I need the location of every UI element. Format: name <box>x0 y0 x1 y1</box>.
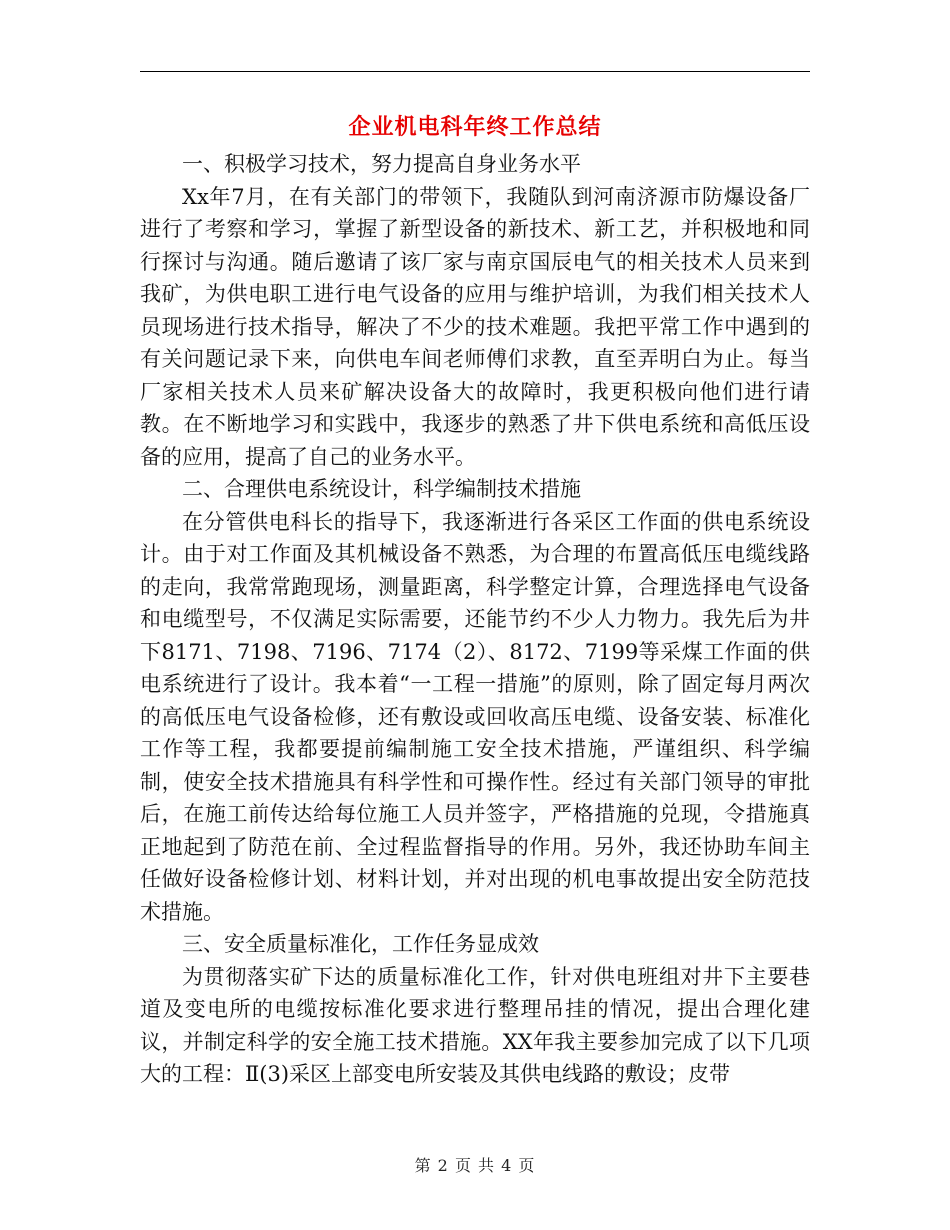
page-suffix: 页 <box>518 1156 536 1175</box>
section-paragraph-1: Xx年7月，在有关部门的带领下，我随队到河南济源市防爆设备厂进行了考察和学习，掌握了新型设备的新技术、新工艺，并积极地和同行探讨与沟通。随后邀请了该厂家与南京国辰电气的相关技术人员来到我矿，为供电职工进行电气设备的应用与维护培训，为我们相关技术人员现场进行技术指导，解决了不少的技术难题。我把平常工作中遇到的有关问题记录下来，向供电车间老师傅们求教，直至弄明白为止。每当厂家相关技术人员来矿解决设备大的故障时，我更积极向他们进行请教。在不断地学习和实践中，我逐步的熟悉了井下供电系统和高低压设备的应用，提高了自己的业务水平。 <box>140 184 810 469</box>
page-prefix: 第 <box>414 1156 432 1175</box>
page-footer <box>0 1153 950 1176</box>
page-number: 2 <box>437 1156 449 1175</box>
document-body <box>140 148 810 1091</box>
section-heading-1: 一、积极学习技术，努力提高自身业务水平 <box>182 152 581 176</box>
section-heading-3: 三、安全质量标准化，工作任务显成效 <box>182 932 539 956</box>
page-middle: 页 共 <box>454 1156 496 1175</box>
page-total: 4 <box>501 1156 513 1175</box>
section-paragraph-3: 为贯彻落实矿下达的质量标准化工作，针对供电班组对井下主要巷道及变电所的电缆按标准化要求进行整理吊挂的情况，提出合理化建议，并制定科学的安全施工技术措施。XX年我主要参加完成了以下几项大的工程：Ⅱ(3)采区上部变电所安装及其供电线路的敷设；皮带 <box>140 964 810 1086</box>
document-title: 企业机电科年终工作总结 <box>348 114 602 140</box>
section-heading-2: 二、合理供电系统设计，科学编制技术措施 <box>182 477 581 501</box>
section-paragraph-2: 在分管供电科长的指导下，我逐渐进行各采区工作面的供电系统设计。由于对工作面及其机械设备不熟悉，为合理的布置高低压电缆线路的走向，我常常跑现场，测量距离，科学整定计算，合理选择电气设备和电缆型号，不仅满足实际需要，还能节约不少人力物力。我先后为井下8171、7198、7196、7174（2）、8172、7199等采煤工作面的供电系统进行了设计。我本着“一工程一措施”的原则，除了固定每月两次的高低压电气设备检修，还有敷设或回收高压电缆、设备安装、标准化工作等工程，我都要提前编制施工安全技术措施，严谨组织、科学编制，使安全技术措施具有科学性和可操作性。经过有关部门领导的审批后，在施工前传达给每位施工人员并签字，严格措施的兑现，令措施真正地起到了防范在前、全过程监督指导的作用。另外，我还协助车间主任做好设备检修计划、材料计划，并对出现的机电事故提出安全防范技术措施。 <box>140 509 810 924</box>
header-rule <box>140 71 810 72</box>
